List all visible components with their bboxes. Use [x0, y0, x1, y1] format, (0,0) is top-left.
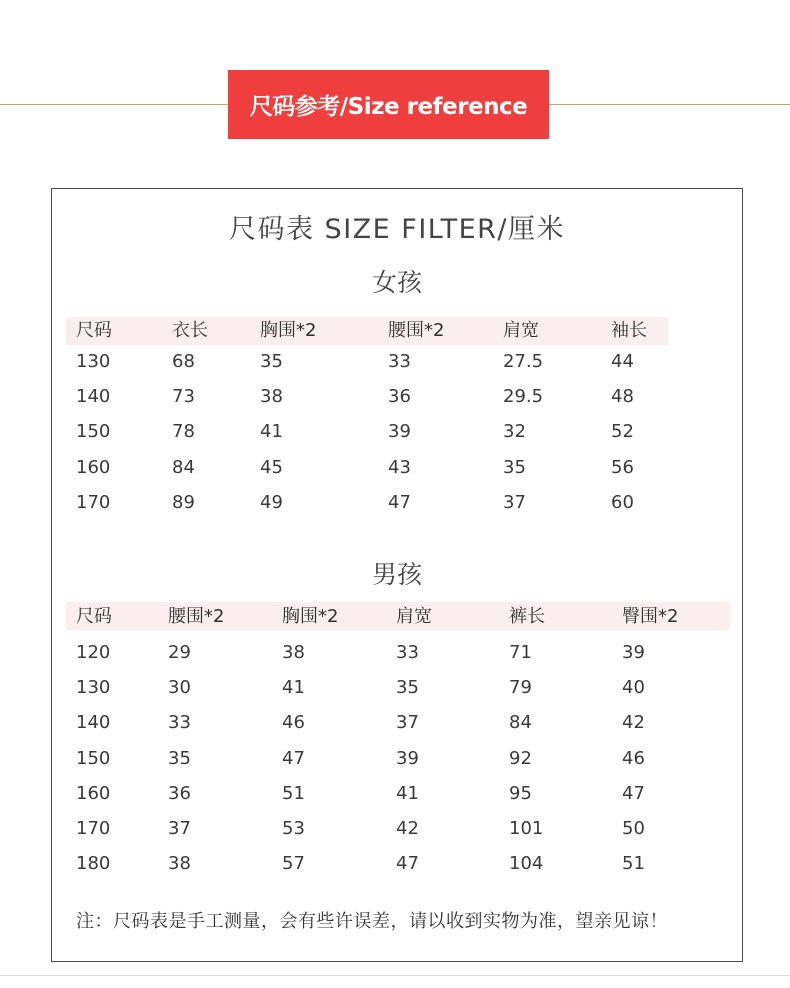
boys-table-cell: 39	[396, 747, 419, 769]
banner-rule-right	[549, 104, 790, 105]
girls-table-cell: 56	[611, 456, 634, 478]
boys-table-cell: 150	[76, 747, 111, 769]
boys-table-cell: 79	[509, 677, 532, 699]
boys-table-cell: 51	[622, 853, 645, 875]
boys-header-cell: 肩宽	[396, 606, 432, 627]
girls-header-cell: 肩宽	[503, 320, 539, 341]
boys-table-cell: 37	[396, 712, 419, 734]
girls-header-cell: 腰围*2	[388, 320, 445, 341]
boys-table-cell: 130	[76, 677, 111, 699]
girls-table-cell: 89	[172, 491, 195, 513]
size-chart-title: 尺码表 SIZE FILTER/厘米	[228, 214, 566, 245]
girls-table-cell: 78	[172, 421, 195, 443]
boys-table-cell: 41	[396, 782, 419, 804]
girls-table-cell: 27.5	[503, 351, 544, 372]
boys-table-cell: 180	[76, 853, 111, 875]
boys-table-cell: 160	[76, 782, 111, 804]
boys-table-cell: 101	[509, 818, 544, 839]
girls-table-cell: 43	[388, 456, 411, 478]
boys-table-cell: 47	[282, 747, 305, 769]
girls-table-cell: 47	[388, 491, 411, 513]
boys-table-cell: 120	[76, 642, 111, 663]
girls-header-row	[66, 317, 668, 345]
girls-table-cell: 45	[260, 456, 283, 478]
boys-table-cell: 35	[396, 677, 419, 699]
girls-table-cell: 33	[388, 351, 411, 372]
girls-table-cell: 29.5	[503, 386, 544, 408]
boys-table-cell: 29	[168, 642, 191, 663]
boys-table-cell: 38	[282, 642, 305, 663]
girls-table-cell: 150	[76, 421, 111, 443]
boys-section-title: 男孩	[371, 560, 422, 589]
boys-table-cell: 40	[622, 677, 645, 699]
girls-table-cell: 68	[172, 351, 195, 372]
boys-table-cell: 47	[622, 782, 645, 804]
boys-table-cell: 42	[396, 818, 419, 839]
boys-table-cell: 57	[282, 853, 305, 875]
boys-table-cell: 33	[396, 642, 419, 663]
girls-table-cell: 36	[388, 386, 411, 408]
boys-table-cell: 39	[622, 642, 645, 663]
girls-table-cell: 37	[503, 491, 526, 513]
boys-table-cell: 170	[76, 818, 111, 839]
girls-table-cell: 52	[611, 421, 634, 443]
girls-table-cell: 140	[76, 386, 111, 408]
girls-table-cell: 38	[260, 386, 283, 408]
girls-table-cell: 73	[172, 386, 195, 408]
girls-header-cell: 衣长	[172, 320, 208, 341]
boys-table-cell: 33	[168, 712, 191, 734]
page-bottom-rule	[0, 975, 790, 976]
girls-section-title: 女孩	[371, 268, 422, 297]
boys-table-cell: 92	[509, 747, 532, 769]
girls-header-cell: 胸围*2	[260, 320, 317, 341]
girls-table-cell: 48	[611, 386, 634, 408]
boys-table-cell: 35	[168, 747, 191, 769]
boys-table-cell: 47	[396, 853, 419, 875]
boys-header-cell: 胸围*2	[282, 606, 339, 627]
boys-table-cell: 104	[509, 853, 544, 875]
boys-table-cell: 46	[622, 747, 645, 769]
boys-table-cell: 30	[168, 677, 191, 699]
banner-rule-left	[0, 104, 228, 105]
girls-table-cell: 35	[503, 456, 526, 478]
girls-table-cell: 84	[172, 456, 195, 478]
boys-table-cell: 71	[509, 642, 532, 663]
measurement-note: 注：尺码表是手工测量，会有些许误差，请以收到实物为准，望亲见谅！	[76, 911, 668, 932]
girls-header-cell: 袖长	[611, 320, 647, 341]
boys-table-cell: 36	[168, 782, 191, 804]
girls-table-cell: 130	[76, 351, 111, 372]
boys-table-cell: 84	[509, 712, 532, 734]
girls-table-cell: 49	[260, 491, 283, 513]
girls-table-cell: 170	[76, 491, 111, 513]
boys-table-cell: 37	[168, 818, 191, 839]
girls-table-cell: 44	[611, 351, 634, 372]
size-chart-card	[51, 188, 743, 962]
girls-table-cell: 35	[260, 351, 283, 372]
girls-table-cell: 41	[260, 421, 283, 443]
girls-table-cell: 39	[388, 421, 411, 443]
boys-table-cell: 41	[282, 677, 305, 699]
girls-header-cell: 尺码	[76, 320, 112, 341]
boys-table-cell: 42	[622, 712, 645, 734]
boys-table-cell: 46	[282, 712, 305, 734]
girls-table-cell: 160	[76, 456, 111, 478]
boys-header-cell: 腰围*2	[168, 606, 225, 627]
boys-table-cell: 140	[76, 712, 111, 734]
boys-table-cell: 38	[168, 853, 191, 875]
boys-table-cell: 95	[509, 782, 532, 804]
boys-table-cell: 50	[622, 818, 645, 839]
boys-table-cell: 51	[282, 782, 305, 804]
boys-header-cell: 臀围*2	[622, 606, 679, 627]
girls-table-cell: 60	[611, 491, 634, 513]
boys-table-cell: 53	[282, 818, 305, 839]
boys-header-cell: 裤长	[509, 606, 545, 627]
girls-table-cell: 32	[503, 421, 526, 443]
size-reference-banner: 尺码参考/Size reference	[228, 70, 549, 139]
boys-header-cell: 尺码	[76, 606, 112, 627]
